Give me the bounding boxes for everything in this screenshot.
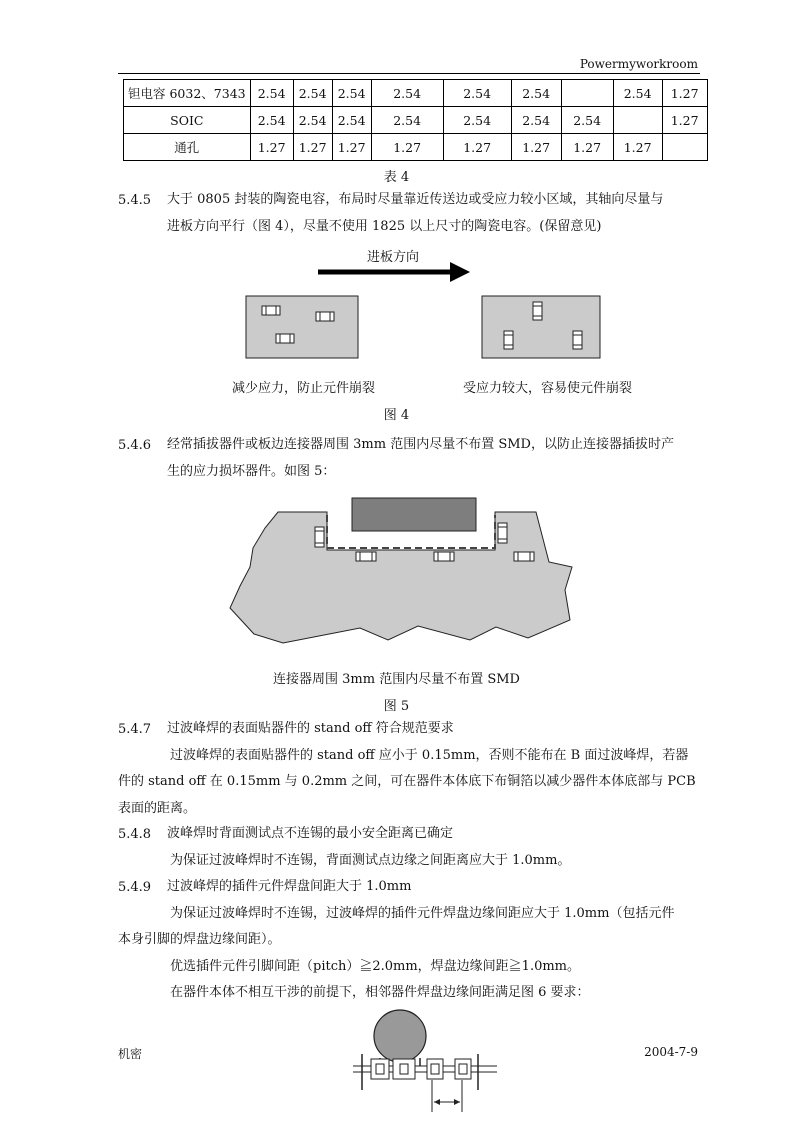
- table-cell: 2.54: [443, 107, 511, 134]
- smd-component-vertical: [498, 523, 507, 543]
- section-549-para-1: 为保证过波峰焊时不连锡，过波峰焊的插件元件焊盘边缘间距应大于 1.0mm（包括元件: [170, 906, 675, 921]
- section-547-para-3: 表面的距离。: [118, 801, 197, 816]
- section-number-548: 5.4.8: [118, 827, 152, 842]
- section-545-line-2: 进板方向平行（图 4），尽量不使用 1825 以上尺寸的陶瓷电容。(保留意见): [167, 219, 602, 234]
- section-549-title: 过波峰焊的插件元件焊盘间距大于 1.0mm: [167, 879, 412, 894]
- spacing-dimension-arrow: [434, 1099, 460, 1105]
- table-cell: 2.54: [293, 107, 332, 134]
- solder-pad: [371, 1059, 389, 1079]
- section-546-line-1: 经常插拔器件或板边连接器周围 3mm 范围内尽量不布置 SMD，以防止连接器插拔时产: [167, 437, 674, 452]
- solder-pad: [393, 1059, 415, 1079]
- table-cell: 2.54: [250, 80, 293, 107]
- smd-component-horizontal: [514, 552, 534, 561]
- table-cell: 2.54: [250, 107, 293, 134]
- smd-component-horizontal: [434, 552, 454, 561]
- table-cell: 1.27: [511, 134, 561, 161]
- table-cell: 1.27: [613, 134, 662, 161]
- section-547-title: 过波峰焊的表面贴器件的 stand off 符合规范要求: [167, 721, 454, 736]
- table-cell: 2.54: [293, 80, 332, 107]
- section-number-547: 5.4.7: [118, 722, 152, 737]
- table-row-label: 钽电容 6032、7343: [124, 80, 251, 107]
- table-cell: 2.54: [332, 107, 371, 134]
- table-cell: 1.27: [250, 134, 293, 161]
- table-cell: 2.54: [371, 80, 443, 107]
- table-cell: 2.54: [443, 80, 511, 107]
- section-546-line-2: 生的应力损坏器件。如图 5：: [167, 464, 336, 479]
- capacitor-vertical: [533, 302, 542, 320]
- table-row-label: 通孔: [124, 134, 251, 161]
- board-direction-label: 进板方向: [367, 250, 420, 265]
- table-cell: 1.27: [662, 80, 707, 107]
- table-cell: 1.27: [443, 134, 511, 161]
- board-direction-arrow: [318, 262, 470, 282]
- solder-pad: [427, 1059, 443, 1079]
- smd-component-vertical: [315, 527, 324, 547]
- table-row-label: SOIC: [124, 107, 251, 134]
- capacitor-horizontal: [316, 312, 334, 321]
- table-cell: 1.27: [662, 107, 707, 134]
- section-547-para-2: 件的 stand off 在 0.15mm 与 0.2mm 之间，可在器件本体底下布铜箔以减少器件本体底部与 PCB: [118, 774, 696, 789]
- section-548-para-1: 为保证过波峰焊时不连锡，背面测试点边缘之间距离应大于 1.0mm。: [170, 853, 571, 868]
- capacitor-vertical: [504, 331, 513, 349]
- document-header-title: Powermyworkroom: [579, 57, 698, 71]
- section-549-para-3: 优选插件元件引脚间距（pitch）≧2.0mm，焊盘边缘间距≧1.0mm。: [170, 959, 581, 974]
- figure-4-caption: 图 4: [383, 408, 410, 423]
- table-cell: 2.54: [371, 107, 443, 134]
- table-cell: 1.27: [371, 134, 443, 161]
- section-548-title: 波峰焊时背面测试点不连锡的最小安全距离已确定: [167, 826, 454, 841]
- figure-5-caption: 图 5: [383, 699, 410, 714]
- section-549-para-2: 本身引脚的焊盘边缘间距）。: [118, 932, 281, 947]
- board-left-parallel: [246, 296, 358, 358]
- figure-4-diagram: [0, 0, 793, 420]
- table-cell: 2.54: [511, 107, 561, 134]
- figure-4-right-label: 受应力较大，容易使元件崩裂: [463, 381, 633, 396]
- table-cell: 2.54: [332, 80, 371, 107]
- figure-5-diagram: [0, 490, 793, 660]
- table-cell: 1.27: [561, 134, 613, 161]
- section-number-549: 5.4.9: [118, 880, 152, 895]
- solder-pad: [455, 1059, 471, 1079]
- footer-confidential: 机密: [118, 1047, 143, 1061]
- figure-5-label: 连接器周围 3mm 范围内尽量不布置 SMD: [273, 672, 520, 687]
- capacitor-vertical: [573, 331, 582, 349]
- table-cell: 2.54: [511, 80, 561, 107]
- section-549-para-4: 在器件本体不相互干涉的前提下，相邻器件焊盘边缘间距满足图 6 要求：: [170, 985, 590, 1000]
- table-caption: 表 4: [383, 170, 410, 185]
- smd-component-horizontal: [356, 552, 376, 561]
- capacitor-horizontal: [262, 306, 280, 315]
- section-number-546: 5.4.6: [118, 438, 152, 453]
- table-cell: 1.27: [332, 134, 371, 161]
- capacitor-horizontal: [276, 334, 294, 343]
- pcb-board-outline: [230, 512, 572, 643]
- footer-date: 2004-7-9: [644, 1045, 698, 1059]
- section-545-line-1: 大于 0805 封装的陶瓷电容，布局时尽量靠近传送边或受应力较小区域，其轴向尽量与: [167, 192, 664, 207]
- section-547-para-1: 过波峰焊的表面贴器件的 stand off 应小于 0.15mm，否则不能布在 B 面过波峰焊，若器: [170, 748, 689, 763]
- component-body-round: [374, 1010, 426, 1062]
- table-cell: 2.54: [613, 80, 662, 107]
- table-cell: 2.54: [561, 107, 613, 134]
- section-number-545: 5.4.5: [118, 193, 152, 208]
- connector-body: [352, 498, 476, 531]
- figure-4-left-label: 减少应力，防止元件崩裂: [232, 381, 376, 396]
- table-cell: 1.27: [293, 134, 332, 161]
